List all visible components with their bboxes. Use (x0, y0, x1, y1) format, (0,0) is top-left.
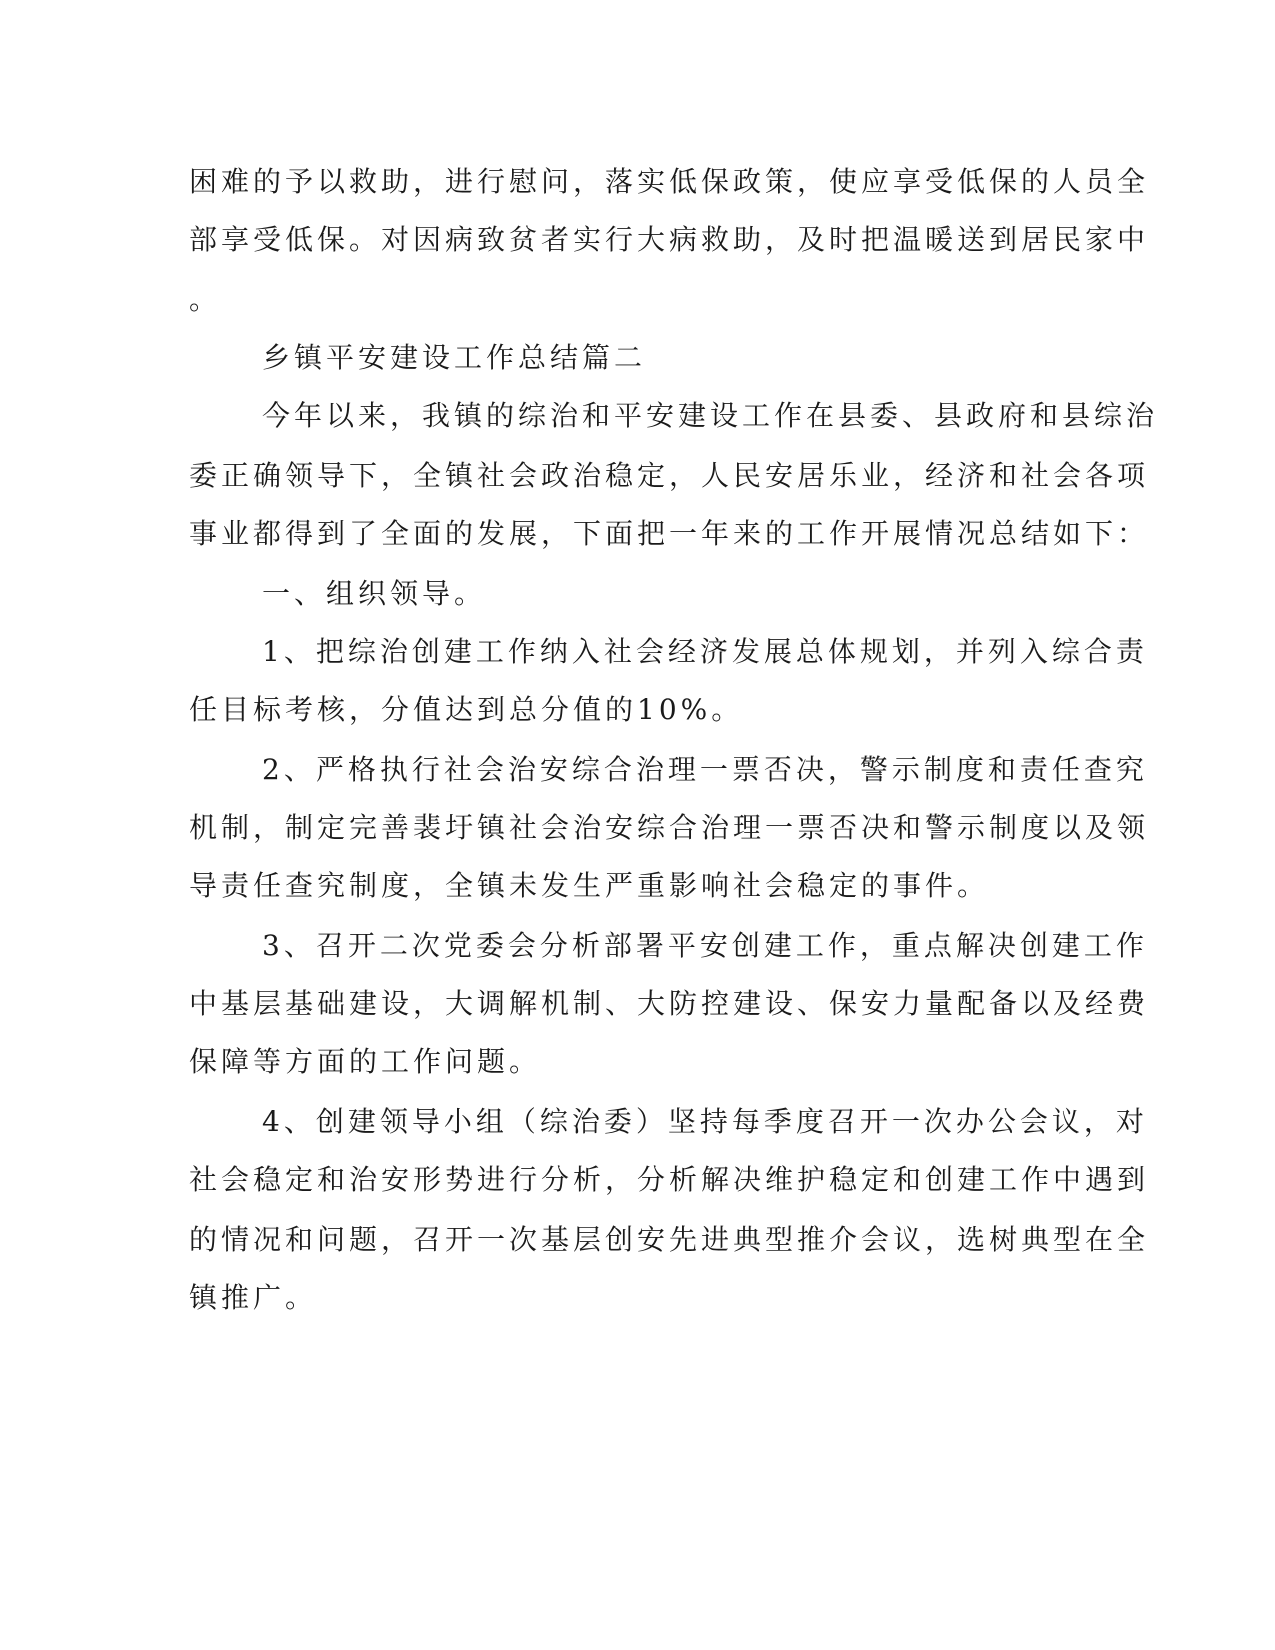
text-line: 今年以来，我镇的综治和平安建设工作在县委、县政府和县综治 (262, 399, 1159, 432)
text-line: 机制，制定完善裴圩镇社会治安综合治理一票否决和警示制度以及领 (189, 811, 1150, 844)
text-line: 困难的予以救助，进行慰问，落实低保政策，使应享受低保的人员全 (189, 165, 1150, 198)
text-line: 部享受低保。对因病致贫者实行大病救助，及时把温暖送到居民家中 (189, 223, 1150, 256)
text-line: 事业都得到了全面的发展，下面把一年来的工作开展情况总结如下： (189, 517, 1150, 550)
text-line: 保障等方面的工作问题。 (189, 1045, 542, 1078)
text-line: 中基层基础建设，大调解机制、大防控建设、保安力量配备以及经费 (189, 987, 1150, 1020)
text-line: 社会稳定和治安形势进行分析，分析解决维护稳定和创建工作中遇到 (189, 1163, 1150, 1196)
text-line: 1、把综治创建工作纳入社会经济发展总体规划，并列入综合责 (262, 635, 1148, 668)
text-line: 2、严格执行社会治安综合治理一票否决，警示制度和责任查究 (262, 753, 1148, 786)
text-line: 的情况和问题，召开一次基层创安先进典型推介会议，选树典型在全 (189, 1223, 1150, 1256)
subsection-heading: 一、组织领导。 (262, 577, 487, 610)
section-heading: 乡镇平安建设工作总结篇二 (262, 341, 647, 374)
text-line: 4、创建领导小组（综治委）坚持每季度召开一次办公会议，对 (262, 1105, 1148, 1138)
text-line: 。 (189, 283, 222, 316)
text-line: 任目标考核，分值达到总分值的10%。 (189, 693, 744, 726)
text-line: 3、召开二次党委会分析部署平安创建工作，重点解决创建工作 (262, 929, 1148, 962)
text-line: 镇推广。 (189, 1281, 318, 1314)
text-line: 委正确领导下，全镇社会政治稳定，人民安居乐业，经济和社会各项 (189, 459, 1150, 492)
text-line: 导责任查究制度，全镇未发生严重影响社会稳定的事件。 (189, 869, 990, 902)
